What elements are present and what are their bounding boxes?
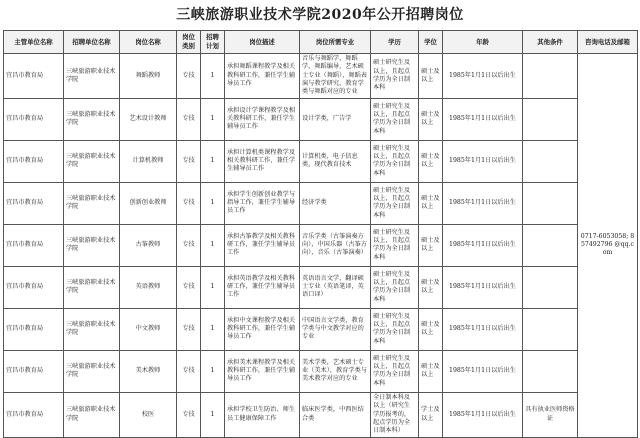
header-other: 其他条件 [523,31,578,54]
header-contact: 咨询电话及邮箱 [578,31,638,54]
table-row [4,392,638,437]
row-age: 1985年1月1日以后出生 [443,182,523,224]
row-edu: 硕士研究生及以上，且起点学历为全日制本科 [371,140,419,182]
row-dept: 宜昌市教育局 [4,308,64,350]
row-plan: 1 [201,308,225,350]
row-age: 1985年1月1日以后出生 [443,392,523,437]
row-major: 美术学类，艺术硕士专业（美术），教育学类与美术教学对应的专业 [300,350,371,392]
row-dept: 宜昌市教育局 [4,182,64,224]
row-plan: 1 [201,266,225,308]
table-row [4,182,638,224]
row-age: 1985年1月1日以后出生 [443,308,523,350]
row-major: 经济学类 [300,182,371,224]
row-desc: 承担设计学课程教学及相关教科研工作，兼任学生辅导员工作 [225,98,300,140]
row-degree: 硕士及以上 [419,224,443,266]
row-desc: 承担学生创新创业教学与指导工作，兼任学生辅导员工作 [225,182,300,224]
header-type: 岗位类别 [177,31,201,54]
row-major: 临床医学类，中西医结合类 [300,392,371,437]
row-post: 创新创业教师 [120,182,177,224]
row-unit: 三峡旅游职业技术学院 [64,182,120,224]
row-major: 计算机类，电子信息类，现代教育技术 [300,140,371,182]
row-desc: 承担中文课程教学及相关教科研工作，兼任学生辅导员工作 [225,308,300,350]
row-major: 英语语言文学，翻译硕士专业（英语笔译，英语口译） [300,266,371,308]
row-age: 1985年1月1日以后出生 [443,54,523,99]
row-desc: 承担学校卫生防治、师生员工健康保障工作 [225,392,300,437]
row-degree: 硕士及以上 [419,308,443,350]
contact-info: 0717-6053058; 857492796 @qq.com [578,54,638,438]
row-unit: 三峡旅游职业技术学院 [64,392,120,437]
row-degree: 硕士及以上 [419,350,443,392]
row-dept: 宜昌市教育局 [4,140,64,182]
header-desc: 岗位描述 [225,31,300,54]
row-unit: 三峡旅游职业技术学院 [64,54,120,99]
row-other [523,182,578,224]
row-degree: 硕士及以上 [419,98,443,140]
row-dept: 宜昌市教育局 [4,54,64,99]
header-plan: 招聘计划 [201,31,225,54]
row-plan: 1 [201,140,225,182]
table-row [4,98,638,140]
row-age: 1985年1月1日以后出生 [443,140,523,182]
row-degree: 学士及以上 [419,392,443,437]
row-other [523,98,578,140]
row-type: 专技 [177,98,201,140]
header-dept: 主管单位名称 [4,31,64,54]
row-major: 设计学类，广告学 [300,98,371,140]
recruitment-table [3,30,638,438]
row-unit: 三峡旅游职业技术学院 [64,140,120,182]
table-row [4,140,638,182]
row-post: 舞蹈教师 [120,54,177,99]
row-unit: 三峡旅游职业技术学院 [64,350,120,392]
row-post: 计算机教师 [120,140,177,182]
row-type: 专技 [177,266,201,308]
row-type: 专技 [177,308,201,350]
page-title: 三峡旅游职业技术学院2020年公开招聘岗位 [176,7,464,23]
row-other [523,54,578,99]
header-edu: 学历 [371,31,419,54]
row-major: 中国语言文学类，教育学类与中文教学对应的专业 [300,308,371,350]
row-other [523,140,578,182]
row-other [523,308,578,350]
row-other: 具有执业医师资格证 [523,392,578,437]
row-edu: 硕士研究生及以上，且起点学历为全日制本科 [371,224,419,266]
row-degree: 硕士及以上 [419,182,443,224]
row-edu: 硕士研究生及以上，且起点学历为全日制本科 [371,308,419,350]
row-unit: 三峡旅游职业技术学院 [64,224,120,266]
row-unit: 三峡旅游职业技术学院 [64,308,120,350]
row-edu: 硕士研究生及以上，且起点学历为全日制本科 [371,54,419,99]
table-row [4,266,638,308]
row-age: 1985年1月1日以后出生 [443,350,523,392]
row-major: 音乐学类（古筝演奏方向），中国乐器（古筝方向），音乐（古筝演奏） [300,224,371,266]
header-age: 年龄 [443,31,523,54]
row-edu: 全日制本科及以上（研究生学历报考的，起点学历为全日制本科） [371,392,419,437]
row-dept: 宜昌市教育局 [4,98,64,140]
row-plan: 1 [201,182,225,224]
row-edu: 硕士研究生及以上，且起点学历为全日制本科 [371,98,419,140]
table-header-row [4,31,638,54]
row-desc: 承担英语教学及相关教科研工作，兼任学生辅导员工作 [225,266,300,308]
row-plan: 1 [201,392,225,437]
row-desc: 承担古筝教学及相关教科研工作，兼任学生辅导员工作 [225,224,300,266]
row-other [523,266,578,308]
row-desc: 承担舞蹈课程教学及相关教科研工作，兼任学生辅导员工作 [225,54,300,99]
row-edu: 硕士研究生及以上，且起点学历为全日制本科 [371,350,419,392]
row-age: 1985年1月1日以后出生 [443,224,523,266]
header-post: 岗位名称 [120,31,177,54]
row-post: 美术教师 [120,350,177,392]
table-row [4,224,638,266]
row-post: 英语教师 [120,266,177,308]
table-row [4,350,638,392]
row-degree: 硕士及以上 [419,140,443,182]
row-type: 专技 [177,182,201,224]
row-other [523,350,578,392]
row-post: 中文教师 [120,308,177,350]
header-major: 岗位所需专业 [300,31,371,54]
row-post: 校医 [120,392,177,437]
row-unit: 三峡旅游职业技术学院 [64,266,120,308]
row-type: 专技 [177,54,201,99]
row-edu: 硕士研究生及以上，且起点学历为全日制本科 [371,182,419,224]
row-unit: 三峡旅游职业技术学院 [64,98,120,140]
row-degree: 硕士及以上 [419,54,443,99]
row-age: 1985年1月1日以后出生 [443,98,523,140]
row-post: 艺术设计教师 [120,98,177,140]
row-type: 专技 [177,140,201,182]
row-type: 专技 [177,350,201,392]
row-dept: 宜昌市教育局 [4,224,64,266]
header-unit: 招聘单位名称 [64,31,120,54]
row-degree: 硕士及以上 [419,266,443,308]
row-edu: 硕士研究生及以上，且起点学历为全日制本科 [371,266,419,308]
row-plan: 1 [201,98,225,140]
header-degree: 学位 [419,31,443,54]
row-type: 专技 [177,392,201,437]
row-dept: 宜昌市教育局 [4,266,64,308]
row-desc: 承担美术课程教学及相关教科研工作，兼任学生辅导员工作 [225,350,300,392]
row-plan: 1 [201,54,225,99]
row-major: 音乐与舞蹈学，舞蹈学，舞蹈编导，艺术硕士专业（舞蹈），舞蹈表演与教学研究，教育学类与舞蹈对应的专业 [300,54,371,99]
row-plan: 1 [201,224,225,266]
table-row [4,54,638,99]
table-row [4,308,638,350]
row-dept: 宜昌市教育局 [4,350,64,392]
row-dept: 宜昌市教育局 [4,392,64,437]
row-desc: 承担计算机类课程教学及相关教科研工作，兼任学生辅导员工作 [225,140,300,182]
row-age: 1985年1月1日以后出生 [443,266,523,308]
row-post: 古筝教师 [120,224,177,266]
row-other [523,224,578,266]
row-plan: 1 [201,350,225,392]
row-type: 专技 [177,224,201,266]
